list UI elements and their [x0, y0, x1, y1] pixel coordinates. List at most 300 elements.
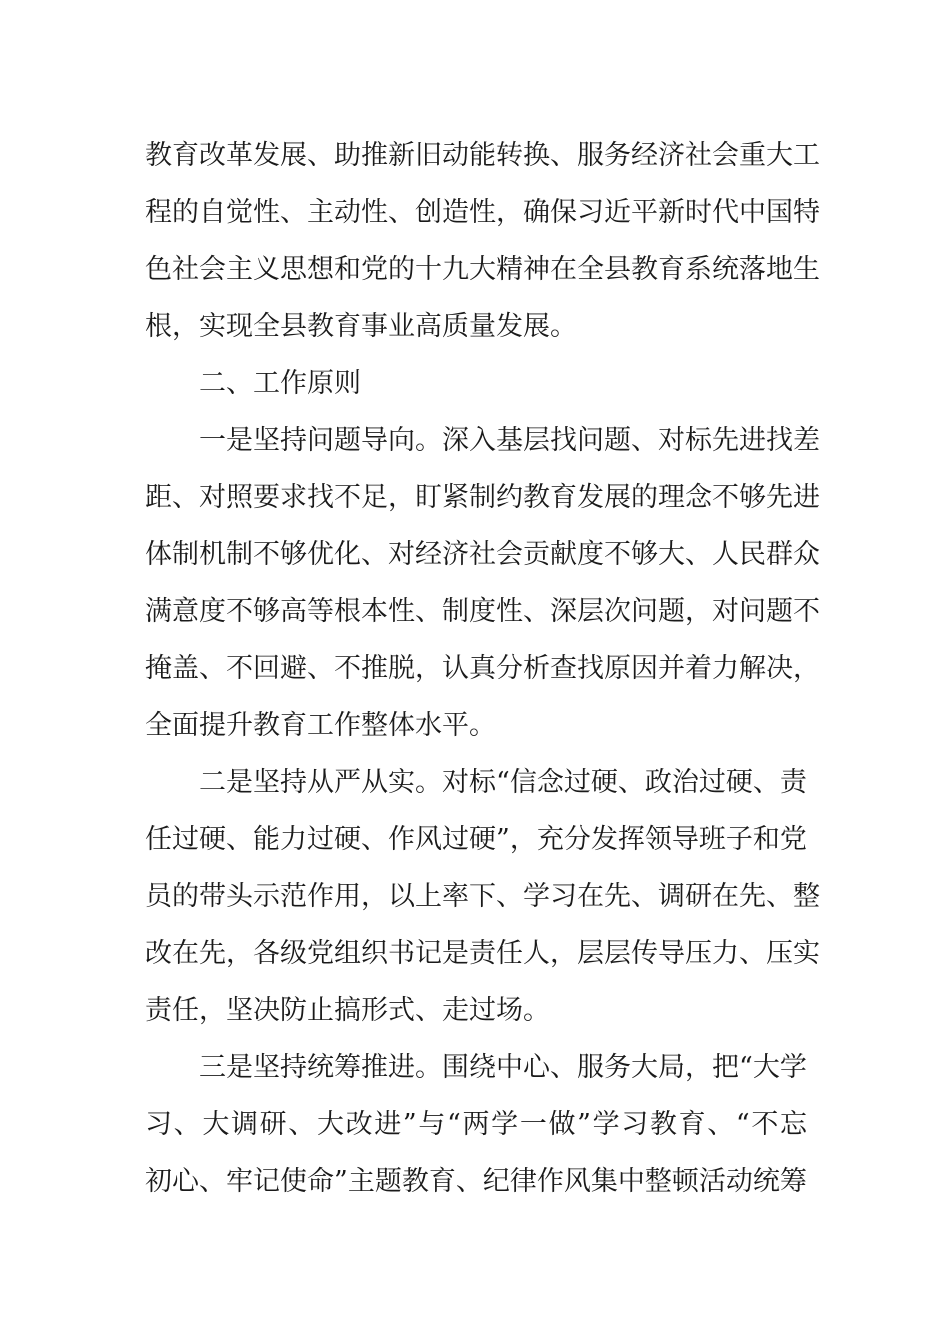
- glyph: 一: [519, 1109, 547, 1140]
- glyph: 以: [388, 881, 415, 912]
- glyph: 性: [469, 197, 496, 228]
- glyph: 盖: [172, 653, 199, 684]
- glyph: 因: [631, 653, 658, 684]
- glyph: 级: [280, 938, 307, 969]
- glyph: 平: [442, 710, 469, 741]
- glyph: 上: [415, 881, 442, 912]
- glyph: 色: [145, 254, 172, 285]
- glyph: 带: [199, 881, 226, 912]
- glyph: 筹: [334, 1052, 361, 1083]
- glyph: 的: [388, 254, 415, 285]
- glyph: 回: [253, 653, 280, 684]
- glyph: 中: [617, 1166, 645, 1197]
- glyph: 局: [658, 1052, 685, 1083]
- glyph: 示: [253, 881, 280, 912]
- glyph: 系: [685, 254, 712, 285]
- glyph: 式: [388, 995, 415, 1026]
- glyph: 改: [145, 938, 172, 969]
- glyph: 献: [550, 539, 577, 570]
- glyph: 意: [172, 596, 199, 627]
- glyph: 分: [563, 824, 591, 855]
- glyph: 育: [550, 482, 577, 513]
- glyph: 、: [388, 197, 415, 228]
- glyph: 认: [442, 653, 469, 684]
- glyph: 、: [173, 1109, 201, 1140]
- glyph: 统: [307, 1052, 334, 1083]
- glyph: 主: [347, 1166, 375, 1197]
- glyph: 全: [577, 254, 604, 285]
- glyph: 并: [658, 653, 685, 684]
- glyph: 教: [253, 710, 280, 741]
- glyph: 高: [415, 311, 442, 342]
- glyph: 决: [766, 653, 793, 684]
- glyph: 硬: [590, 767, 618, 798]
- glyph: 、: [307, 140, 334, 171]
- glyph: 育: [172, 140, 199, 171]
- glyph: 对: [658, 425, 685, 456]
- glyph: 人: [712, 539, 739, 570]
- glyph: 党: [307, 938, 334, 969]
- glyph: ，: [172, 311, 199, 342]
- paragraph-first-line: [145, 412, 820, 469]
- glyph: 学: [592, 1109, 620, 1140]
- glyph: 实: [388, 767, 415, 798]
- glyph: 责: [469, 938, 496, 969]
- glyph: 自: [199, 197, 226, 228]
- glyph: 不: [334, 653, 361, 684]
- glyph: 从: [361, 767, 388, 798]
- glyph: 下: [469, 881, 496, 912]
- text-line: [145, 640, 820, 697]
- glyph: 的: [631, 482, 658, 513]
- glyph: 作: [307, 881, 334, 912]
- text-line: [145, 925, 820, 982]
- glyph: 等: [307, 596, 334, 627]
- glyph: 是: [226, 1052, 253, 1083]
- glyph: 展: [523, 311, 550, 342]
- glyph: 坚: [253, 425, 280, 456]
- glyph: 中: [496, 1052, 523, 1083]
- glyph: 。: [469, 710, 496, 741]
- glyph: 质: [442, 311, 469, 342]
- glyph: 问: [739, 596, 766, 627]
- glyph: 二: [199, 767, 226, 798]
- glyph: 、: [361, 824, 388, 855]
- glyph: 层: [577, 596, 604, 627]
- glyph: 服: [577, 140, 604, 171]
- glyph: 济: [658, 140, 685, 171]
- glyph: 距: [145, 482, 172, 513]
- glyph: 造: [442, 197, 469, 228]
- glyph: 换: [523, 140, 550, 171]
- glyph: 、: [523, 596, 550, 627]
- glyph: “: [496, 767, 510, 798]
- text-line: [145, 868, 820, 925]
- glyph: 习: [577, 197, 604, 228]
- glyph: ，: [199, 995, 226, 1026]
- text-line: [145, 184, 820, 241]
- glyph: 、: [415, 596, 442, 627]
- glyph: 够: [253, 596, 280, 627]
- glyph: 一: [199, 425, 226, 456]
- glyph: ，: [685, 596, 712, 627]
- glyph: 是: [226, 767, 253, 798]
- glyph: 心: [172, 1166, 199, 1197]
- glyph: 防: [280, 995, 307, 1026]
- glyph: 深: [550, 596, 577, 627]
- glyph: 两: [462, 1109, 490, 1140]
- glyph: 信: [509, 767, 537, 798]
- glyph: 特: [793, 197, 820, 228]
- glyph: 育: [334, 311, 361, 342]
- glyph: 面: [172, 710, 199, 741]
- glyph: 性: [496, 596, 523, 627]
- glyph: 压: [766, 938, 793, 969]
- glyph: 研: [685, 881, 712, 912]
- glyph: 记: [415, 938, 442, 969]
- glyph: 的: [172, 881, 199, 912]
- glyph: 平: [631, 197, 658, 228]
- glyph: 代: [712, 197, 739, 228]
- glyph: 作: [388, 824, 415, 855]
- glyph: 精: [496, 254, 523, 285]
- glyph: 育: [658, 254, 685, 285]
- section-heading: [145, 355, 807, 412]
- glyph: 在: [577, 881, 604, 912]
- glyph: 推: [361, 653, 388, 684]
- glyph: 过: [307, 824, 334, 855]
- glyph: 与: [418, 1109, 446, 1140]
- glyph: 教: [523, 482, 550, 513]
- glyph: 、: [415, 995, 442, 1026]
- glyph: 问: [307, 425, 334, 456]
- glyph: 度: [199, 596, 226, 627]
- glyph: 、: [739, 938, 766, 969]
- glyph: 学: [491, 1109, 519, 1140]
- glyph: 展: [280, 140, 307, 171]
- glyph: 。: [523, 995, 550, 1026]
- glyph: 大: [752, 1052, 780, 1083]
- glyph: 过: [563, 767, 591, 798]
- glyph: 转: [496, 140, 523, 171]
- glyph: 过: [469, 995, 496, 1026]
- glyph: 挥: [617, 824, 645, 855]
- glyph: 实: [199, 311, 226, 342]
- glyph: 持: [280, 1052, 307, 1083]
- glyph: 新: [658, 197, 685, 228]
- glyph: 子: [725, 824, 753, 855]
- glyph: 则: [334, 368, 361, 399]
- glyph: 九: [442, 254, 469, 285]
- glyph: 工: [793, 140, 820, 171]
- glyph: 、: [455, 1166, 483, 1197]
- glyph: 本: [361, 596, 388, 627]
- glyph: 展: [604, 482, 631, 513]
- glyph: 织: [361, 938, 388, 969]
- glyph: 制: [442, 596, 469, 627]
- glyph: 不: [226, 653, 253, 684]
- glyph: 。: [415, 425, 442, 456]
- glyph: 风: [415, 824, 442, 855]
- glyph: 制: [469, 482, 496, 513]
- glyph: 析: [523, 653, 550, 684]
- glyph: 和: [334, 254, 361, 285]
- glyph: “: [735, 1109, 750, 1140]
- paragraph-first-line: [145, 754, 807, 811]
- glyph: 脱: [388, 653, 415, 684]
- glyph: 导: [361, 425, 388, 456]
- glyph: 近: [604, 197, 631, 228]
- glyph: 对: [388, 539, 415, 570]
- glyph: 不: [751, 1109, 779, 1140]
- glyph: 育: [428, 1166, 456, 1197]
- glyph: 念: [685, 482, 712, 513]
- glyph: 在: [550, 254, 577, 285]
- glyph: 范: [280, 881, 307, 912]
- glyph: 题: [658, 596, 685, 627]
- glyph: 根: [145, 311, 172, 342]
- glyph: 化: [334, 539, 361, 570]
- glyph: 高: [280, 596, 307, 627]
- glyph: 教: [631, 254, 658, 285]
- glyph: 在: [172, 938, 199, 969]
- glyph: 工: [307, 710, 334, 741]
- glyph: 作: [280, 368, 307, 399]
- glyph: 书: [388, 938, 415, 969]
- glyph: 大: [766, 140, 793, 171]
- glyph: 体: [145, 539, 172, 570]
- glyph: 决: [253, 995, 280, 1026]
- glyph: 经: [415, 539, 442, 570]
- text-line: [145, 127, 820, 184]
- glyph: 升: [226, 710, 253, 741]
- glyph: 牢: [226, 1166, 253, 1197]
- glyph: 先: [739, 881, 766, 912]
- glyph: 改: [345, 1109, 373, 1140]
- glyph: 是: [226, 425, 253, 456]
- glyph: 差: [793, 425, 820, 456]
- glyph: 、: [631, 881, 658, 912]
- glyph: 业: [388, 311, 415, 342]
- glyph: 持: [280, 425, 307, 456]
- glyph: 十: [415, 254, 442, 285]
- glyph: ”: [334, 1166, 348, 1197]
- glyph: 研: [259, 1109, 287, 1140]
- glyph: 制: [226, 539, 253, 570]
- glyph: 人: [523, 938, 550, 969]
- glyph: 大: [202, 1109, 230, 1140]
- glyph: 领: [644, 824, 672, 855]
- glyph: 大: [316, 1109, 344, 1140]
- glyph: 、: [752, 767, 780, 798]
- glyph: 务: [604, 140, 631, 171]
- glyph: 硬: [199, 824, 226, 855]
- glyph: 会: [199, 254, 226, 285]
- glyph: 、: [226, 824, 253, 855]
- glyph: 传: [631, 938, 658, 969]
- glyph: 调: [230, 1109, 258, 1140]
- text-line: [145, 469, 820, 526]
- glyph: 足: [361, 482, 388, 513]
- glyph: 严: [334, 767, 361, 798]
- glyph: 硬: [334, 824, 361, 855]
- glyph: 时: [685, 197, 712, 228]
- text-line: [145, 241, 820, 298]
- glyph: 、: [496, 881, 523, 912]
- glyph: 的: [172, 197, 199, 228]
- glyph: 绕: [469, 1052, 496, 1083]
- glyph: 统: [752, 1166, 780, 1197]
- glyph: ”: [577, 1109, 591, 1140]
- glyph: 革: [226, 140, 253, 171]
- glyph: 大: [658, 539, 685, 570]
- glyph: 事: [361, 311, 388, 342]
- glyph: ，: [361, 881, 388, 912]
- glyph: 动: [442, 140, 469, 171]
- glyph: 。: [415, 767, 442, 798]
- glyph: 力: [712, 938, 739, 969]
- glyph: 在: [712, 881, 739, 912]
- glyph: 能: [253, 824, 280, 855]
- glyph: 层: [604, 938, 631, 969]
- glyph: 对: [442, 767, 469, 798]
- glyph: 发: [577, 482, 604, 513]
- glyph: 标: [685, 425, 712, 456]
- glyph: 主: [226, 254, 253, 285]
- glyph: 制: [172, 539, 199, 570]
- glyph: 社: [685, 140, 712, 171]
- glyph: 问: [577, 425, 604, 456]
- glyph: 不: [712, 482, 739, 513]
- glyph: 教: [145, 140, 172, 171]
- glyph: 向: [388, 425, 415, 456]
- glyph: 会: [712, 140, 739, 171]
- glyph: 育: [280, 710, 307, 741]
- glyph: 充: [536, 824, 564, 855]
- glyph: 任: [172, 995, 199, 1026]
- glyph: 紧: [442, 482, 469, 513]
- glyph: 民: [739, 539, 766, 570]
- glyph: 县: [604, 254, 631, 285]
- glyph: 量: [469, 311, 496, 342]
- glyph: 习: [621, 1109, 649, 1140]
- glyph: 提: [199, 710, 226, 741]
- glyph: 党: [361, 254, 388, 285]
- glyph: 原: [604, 653, 631, 684]
- glyph: 助: [334, 140, 361, 171]
- glyph: 保: [550, 197, 577, 228]
- glyph: 真: [469, 653, 496, 684]
- glyph: 初: [145, 1166, 172, 1197]
- glyph: 思: [280, 254, 307, 285]
- glyph: 层: [523, 425, 550, 456]
- glyph: 机: [199, 539, 226, 570]
- glyph: 改: [199, 140, 226, 171]
- glyph: 调: [658, 881, 685, 912]
- glyph: 够: [739, 482, 766, 513]
- glyph: 工: [253, 368, 280, 399]
- glyph: 县: [280, 311, 307, 342]
- glyph: 进: [793, 482, 820, 513]
- glyph: 推: [361, 140, 388, 171]
- glyph: 。: [550, 311, 577, 342]
- glyph: 、: [685, 539, 712, 570]
- glyph: 满: [145, 596, 172, 627]
- glyph: 员: [145, 881, 172, 912]
- glyph: 风: [563, 1166, 591, 1197]
- glyph: 作: [334, 710, 361, 741]
- glyph: ”: [496, 824, 510, 855]
- glyph: 发: [590, 824, 618, 855]
- glyph: 对: [712, 596, 739, 627]
- glyph: 二: [199, 368, 226, 399]
- glyph: 动: [725, 1166, 753, 1197]
- glyph: 要: [253, 482, 280, 513]
- glyph: 理: [658, 482, 685, 513]
- glyph: 入: [469, 425, 496, 456]
- glyph: 题: [374, 1166, 402, 1197]
- glyph: 使: [280, 1166, 307, 1197]
- glyph: 整: [644, 1166, 672, 1197]
- text-line: [145, 1096, 807, 1153]
- glyph: 避: [280, 653, 307, 684]
- glyph: 不: [604, 539, 631, 570]
- glyph: 念: [536, 767, 564, 798]
- glyph: 习: [145, 1109, 172, 1140]
- glyph: ，: [793, 653, 820, 684]
- glyph: 责: [145, 995, 172, 1026]
- glyph: 忘: [780, 1109, 807, 1140]
- text-line: [145, 298, 807, 355]
- glyph: 分: [496, 653, 523, 684]
- glyph: 优: [307, 539, 334, 570]
- glyph: 育: [678, 1109, 706, 1140]
- glyph: 集: [590, 1166, 618, 1197]
- glyph: 次: [604, 596, 631, 627]
- glyph: 是: [442, 938, 469, 969]
- glyph: 度: [469, 596, 496, 627]
- glyph: 、: [361, 539, 388, 570]
- glyph: 先: [604, 881, 631, 912]
- glyph: 过: [442, 824, 469, 855]
- glyph: 硬: [725, 767, 753, 798]
- glyph: 、: [707, 1109, 735, 1140]
- glyph: 中: [739, 197, 766, 228]
- glyph: 各: [253, 938, 280, 969]
- glyph: 纪: [482, 1166, 510, 1197]
- glyph: 现: [226, 311, 253, 342]
- glyph: 盯: [415, 482, 442, 513]
- glyph: 治: [671, 767, 699, 798]
- glyph: 程: [145, 197, 172, 228]
- glyph: ，: [388, 482, 415, 513]
- glyph: 大: [631, 1052, 658, 1083]
- glyph: 不: [253, 539, 280, 570]
- glyph: 坚: [226, 995, 253, 1026]
- glyph: 性: [361, 197, 388, 228]
- glyph: 、: [226, 368, 253, 399]
- glyph: 实: [793, 938, 820, 969]
- glyph: 记: [253, 1166, 280, 1197]
- glyph: 全: [145, 710, 172, 741]
- glyph: 够: [280, 539, 307, 570]
- glyph: 够: [631, 539, 658, 570]
- glyph: 觉: [226, 197, 253, 228]
- glyph: 止: [307, 995, 334, 1026]
- glyph: 问: [631, 596, 658, 627]
- glyph: 学: [523, 881, 550, 912]
- glyph: 全: [253, 311, 280, 342]
